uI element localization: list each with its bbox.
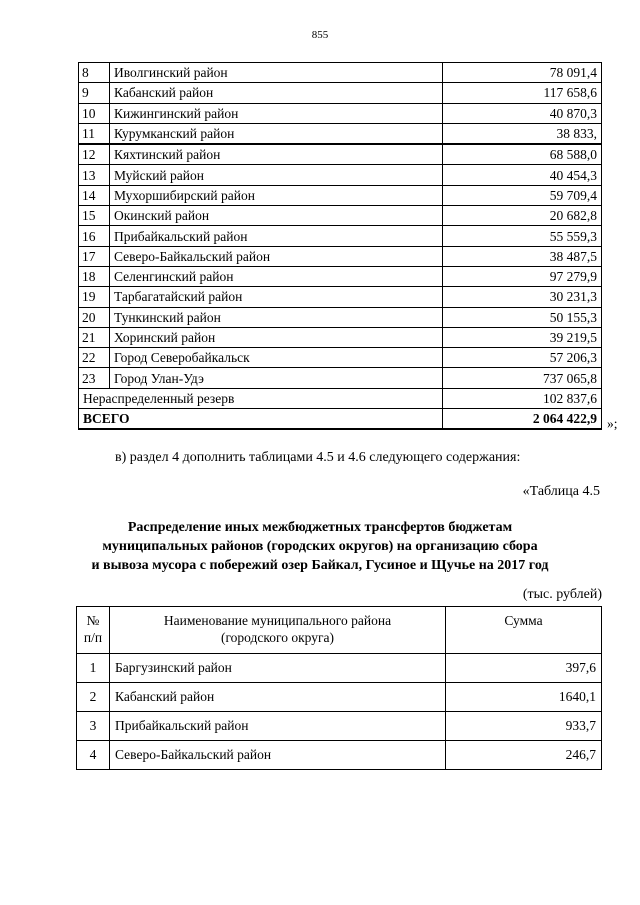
page-number: 855 xyxy=(311,29,329,41)
header-sum-cell: Сумма xyxy=(446,607,602,654)
row-number: 1 xyxy=(77,654,110,683)
districts-allocation-table xyxy=(78,62,602,430)
amount-value: 20 682,8 xyxy=(443,206,602,226)
header-num-cell xyxy=(77,607,110,654)
row-number: 2 xyxy=(77,683,110,712)
district-name: Баргузинский район xyxy=(110,654,446,683)
district-name: Кабанский район xyxy=(110,683,446,712)
row-number: 22 xyxy=(79,348,110,368)
table-row xyxy=(79,226,602,246)
amount-value: 55 559,3 xyxy=(443,226,602,246)
sum-value: 1640,1 xyxy=(446,683,602,712)
units-label: (тыс. рублей) xyxy=(522,587,602,602)
row-number: 18 xyxy=(79,266,110,286)
amount-value: 38 833, xyxy=(443,123,602,144)
row-number: 23 xyxy=(79,368,110,388)
header-num-line2: п/п xyxy=(83,630,103,645)
title-line: и вывоза мусора с побережий озер Байкал, Гусиное и Щучье на 2017 год xyxy=(91,558,549,573)
total-row xyxy=(79,409,602,430)
table-header-row xyxy=(77,607,602,654)
district-name: Прибайкальский район xyxy=(110,712,446,741)
table-row xyxy=(79,368,602,388)
total-label: ВСЕГО xyxy=(79,409,443,430)
district-name: Город Улан-Удэ xyxy=(110,368,443,388)
total-value: 2 064 422,9 xyxy=(443,409,602,430)
row-number: 14 xyxy=(79,185,110,205)
table-row xyxy=(79,123,602,144)
amount-value: 78 091,4 xyxy=(443,63,602,83)
reserve-value: 102 837,6 xyxy=(443,388,602,408)
district-name: Северо-Байкальский район xyxy=(110,741,446,770)
row-number: 13 xyxy=(79,165,110,185)
row-number: 9 xyxy=(79,83,110,103)
district-name: Кабанский район xyxy=(110,83,443,103)
row-number: 16 xyxy=(79,226,110,246)
table-title xyxy=(40,518,600,575)
table-row xyxy=(79,246,602,266)
row-number: 11 xyxy=(79,123,110,144)
district-name: Хоринский район xyxy=(110,327,443,347)
header-name-line2: (городского округа) xyxy=(220,630,335,645)
district-name: Город Северобайкальск xyxy=(110,348,443,368)
district-name: Кижингинский район xyxy=(110,103,443,123)
row-number: 21 xyxy=(79,327,110,347)
row-number: 3 xyxy=(77,712,110,741)
sum-value: 933,7 xyxy=(446,712,602,741)
amount-value: 57 206,3 xyxy=(443,348,602,368)
table-row xyxy=(79,185,602,205)
table-row xyxy=(79,103,602,123)
district-name: Кяхтинский район xyxy=(110,144,443,165)
district-name: Иволгинский район xyxy=(110,63,443,83)
amount-value: 39 219,5 xyxy=(443,327,602,347)
table-row xyxy=(79,327,602,347)
header-num-line1: № xyxy=(86,613,100,628)
table-row xyxy=(79,83,602,103)
row-number: 20 xyxy=(79,307,110,327)
table-row xyxy=(79,287,602,307)
district-name: Северо-Байкальский район xyxy=(110,246,443,266)
district-name: Окинский район xyxy=(110,206,443,226)
amount-value: 30 231,3 xyxy=(443,287,602,307)
row-number: 19 xyxy=(79,287,110,307)
row-number: 10 xyxy=(79,103,110,123)
table-row xyxy=(77,741,602,770)
garbage-collection-transfers-table xyxy=(76,606,602,770)
table-row xyxy=(77,654,602,683)
row-number: 4 xyxy=(77,741,110,770)
district-name: Муйский район xyxy=(110,165,443,185)
reserve-row xyxy=(79,388,602,408)
row-number: 8 xyxy=(79,63,110,83)
row-number: 15 xyxy=(79,206,110,226)
table-row xyxy=(79,63,602,83)
table-row xyxy=(79,165,602,185)
district-name: Тарбагатайский район xyxy=(110,287,443,307)
header-name-line1: Наименование муниципального района xyxy=(163,613,392,628)
table-row xyxy=(79,266,602,286)
district-name: Мухоршибирский район xyxy=(110,185,443,205)
sum-value: 397,6 xyxy=(446,654,602,683)
table-row xyxy=(79,307,602,327)
amount-value: 40 870,3 xyxy=(443,103,602,123)
amount-value: 40 454,3 xyxy=(443,165,602,185)
amount-value: 117 658,6 xyxy=(443,83,602,103)
amount-value: 737 065,8 xyxy=(443,368,602,388)
amount-value: 59 709,4 xyxy=(443,185,602,205)
table-row xyxy=(77,683,602,712)
table-row xyxy=(77,712,602,741)
table-row xyxy=(79,206,602,226)
amount-value: 97 279,9 xyxy=(443,266,602,286)
amendment-paragraph: в) раздел 4 дополнить таблицами 4.5 и 4.6 следующего содержания: xyxy=(115,450,521,465)
title-line: муниципальных районов (городских округов) на организацию сбора xyxy=(102,539,538,554)
district-name: Курумканский район xyxy=(110,123,443,144)
amount-value: 38 487,5 xyxy=(443,246,602,266)
row-number: 17 xyxy=(79,246,110,266)
reserve-label: Нераспределенный резерв xyxy=(79,388,443,408)
district-name: Прибайкальский район xyxy=(110,226,443,246)
amount-value: 50 155,3 xyxy=(443,307,602,327)
title-line: Распределение иных межбюджетных трансфертов бюджетам xyxy=(127,520,513,535)
district-name: Тункинский район xyxy=(110,307,443,327)
table-label: «Таблица 4.5 xyxy=(522,484,600,499)
amount-value: 68 588,0 xyxy=(443,144,602,165)
header-name-cell xyxy=(110,607,446,654)
sum-value: 246,7 xyxy=(446,741,602,770)
row-number: 12 xyxy=(79,144,110,165)
district-name: Селенгинский район xyxy=(110,266,443,286)
table-row xyxy=(79,348,602,368)
closing-quote-mark: »; xyxy=(607,416,618,431)
table-row xyxy=(79,144,602,165)
